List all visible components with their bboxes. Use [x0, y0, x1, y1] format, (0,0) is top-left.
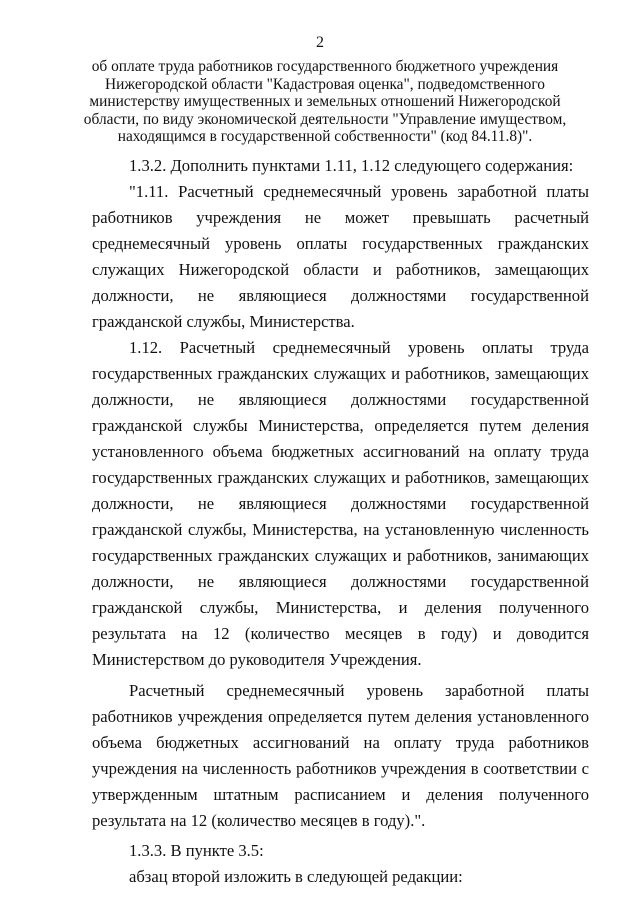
heading-line-5: находящимся в государственной собственности" (код 84.11.8)". — [117, 128, 533, 145]
document-title-continuation — [60, 58, 590, 146]
paragraph-calculation: Расчетный среднемесячный уровень заработной платы работников учреждения определяется путем деления установленного объема бюджетных ассигнований на оплату труда работников учреждения на численность работников учреждения в соответствии с утвержденным штатным расписанием и деления полученного результата на 12 (количество месяцев в году).". — [92, 681, 589, 830]
page-number: 2 — [316, 34, 324, 51]
heading-line-3: министерству имущественных и земельных отношений Нижегородской — [89, 93, 561, 110]
paragraph-1-11: "1.11. Расчетный среднемесячный уровень заработной платы работников учреждения не может превышать расчетный среднемесячный уровень оплаты государственных гражданских служащих Нижегородской области и работников, замещающих должности, не являющиеся должностями государственной гражданской службы, Министерства. — [92, 182, 589, 331]
heading-line-1: об оплате труда работников государственного бюджетного учреждения — [91, 58, 559, 75]
document-body — [92, 153, 589, 890]
heading-line-4: области, по виду экономической деятельности "Управление имуществом, — [83, 110, 567, 128]
paragraph-second-abzac: абзац второй изложить в следующей редакции: — [129, 867, 463, 886]
paragraph-1-12: 1.12. Расчетный среднемесячный уровень оплаты труда государственных гражданских служащих и работников, замещающих должности, не являющиеся должностями государственной гражданской службы Министерства, определяется путем деления установленного объема бюджетных ассигнований на оплату труда государственных гражданских служащих и работников, замещающих должности, не являющиеся должностями государственной гражданской службы, Министерства, на установленную численность государственных гражданских служащих и работников, занимающих должности, не являющиеся должностями государственной гражданской службы, Министерства, и деления полученного результата на 12 (количество месяцев в году) и доводится Министерством до руководителя Учреждения. — [92, 338, 589, 669]
heading-line-2: Нижегородской области "Кадастровая оценка", подведомственного — [105, 75, 545, 93]
paragraph-1-3-3: 1.3.3. В пункте 3.5: — [129, 841, 264, 860]
paragraph-1-3-2: 1.3.2. Дополнить пунктами 1.11, 1.12 следующего содержания: — [129, 156, 574, 175]
